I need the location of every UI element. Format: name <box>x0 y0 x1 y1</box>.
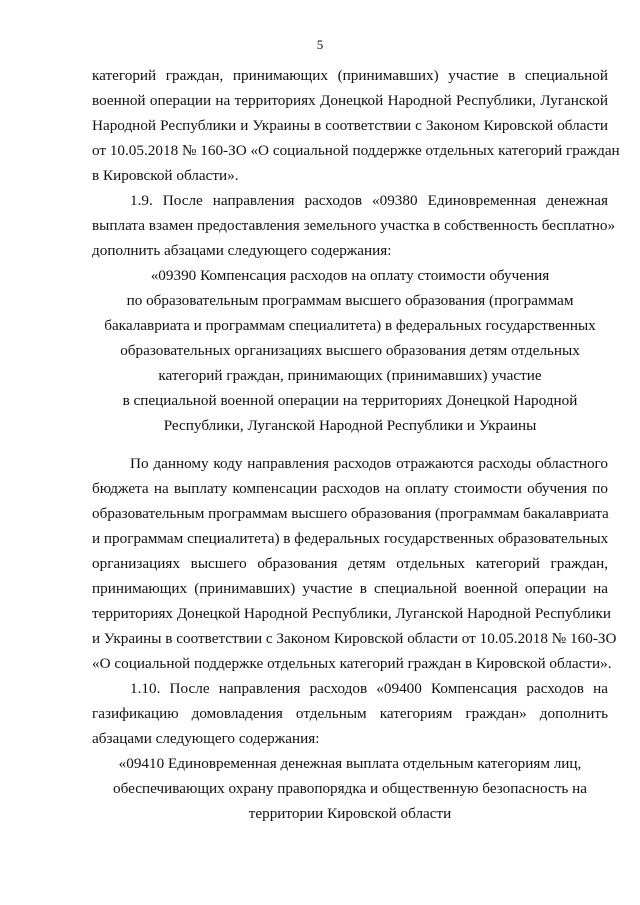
blank-line <box>92 438 608 451</box>
text-line: абзацами следующего содержания: <box>92 730 320 747</box>
heading-line: образовательных организациях высшего образования детям отдельных <box>120 342 580 359</box>
heading-line: Республики, Луганской Народной Республики и Украины <box>163 417 537 434</box>
page-number: 5 <box>316 37 324 52</box>
document-body <box>92 63 620 826</box>
text-line: 1.9. После направления расходов «09380 Единовременная денежная <box>130 192 608 209</box>
text-line: выплата взамен предоставления земельного участка в собственность бесплатно» <box>92 217 616 234</box>
text-line: и программам специалитета) в федеральных государственных образовательных <box>92 530 609 547</box>
text-line: категорий граждан, принимающих (принимавших) участие в специальной <box>92 67 608 84</box>
code-heading-09390 <box>92 263 608 438</box>
paragraph-item-1-10 <box>92 676 608 751</box>
text-line: территориях Донецкой Народной Республики, Луганской Народной Республики <box>92 605 612 622</box>
text-line: принимающих (принимавших) участие в специальной военной операции на <box>92 580 608 597</box>
text-line: По данному коду направления расходов отражаются расходы областного <box>130 455 608 472</box>
text-line: дополнить абзацами следующего содержания: <box>92 242 392 259</box>
heading-line: территории Кировской области <box>248 805 452 822</box>
text-line: от 10.05.2018 № 160-ЗО «О социальной поддержке отдельных категорий граждан <box>92 142 620 159</box>
heading-line: обеспечивающих охрану правопорядка и общественную безопасность на <box>113 780 587 797</box>
text-line: в Кировской области». <box>92 167 239 184</box>
text-line: военной операции на территориях Донецкой Народной Республики, Луганской <box>92 92 608 109</box>
heading-line: «09390 Компенсация расходов на оплату стоимости обучения <box>150 267 550 284</box>
text-line: газификацию домовладения отдельным категориям граждан» дополнить <box>92 705 608 722</box>
text-line: образовательным программам высшего образования (программам бакалавриата <box>92 505 609 522</box>
heading-line: категорий граждан, принимающих (принимавших) участие <box>158 367 542 384</box>
heading-line: бакалавриата и программам специалитета) в федеральных государственных <box>104 317 596 334</box>
paragraph-continuation <box>92 63 620 188</box>
heading-line: «09410 Единовременная денежная выплата отдельным категориям лиц, <box>118 755 582 772</box>
text-line: организациях высшего образования детям отдельных категорий граждан, <box>92 555 608 572</box>
heading-line: по образовательным программам высшего образования (программам <box>126 292 574 309</box>
paragraph-item-1-9 <box>92 188 616 263</box>
text-line: «О социальной поддержке отдельных категорий граждан в Кировской области». <box>92 655 612 672</box>
paragraph-code-description <box>92 451 617 676</box>
text-line: 1.10. После направления расходов «09400 Компенсация расходов на <box>130 680 608 697</box>
code-heading-09410 <box>92 751 608 826</box>
heading-line: в специальной военной операции на территориях Донецкой Народной <box>122 392 578 409</box>
text-line: Народной Республики и Украины в соответствии с Законом Кировской области <box>92 117 608 134</box>
text-line: и Украины в соответствии с Законом Кировской области от 10.05.2018 № 160-ЗО <box>92 630 617 647</box>
text-line: бюджета на выплату компенсации расходов на оплату стоимости обучения по <box>92 480 608 497</box>
